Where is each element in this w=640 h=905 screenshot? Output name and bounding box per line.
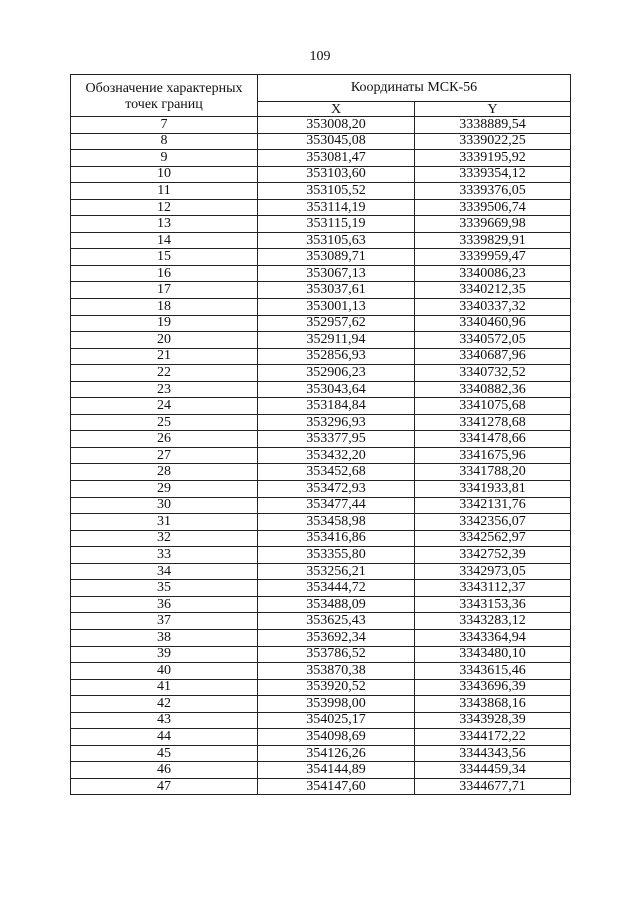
- point-id-cell: 10: [71, 166, 258, 183]
- point-id-cell: 43: [71, 712, 258, 729]
- x-cell: 354025,17: [258, 712, 415, 729]
- x-cell: 353444,72: [258, 580, 415, 597]
- y-cell: 3340732,52: [415, 365, 571, 382]
- table-row: [71, 663, 571, 680]
- y-cell: 3343283,12: [415, 613, 571, 630]
- x-cell: 353296,93: [258, 414, 415, 431]
- y-cell: 3339669,98: [415, 216, 571, 233]
- y-cell: 3339195,92: [415, 150, 571, 167]
- x-cell: 353472,93: [258, 481, 415, 498]
- y-cell: 3344677,71: [415, 778, 571, 795]
- point-id-cell: 41: [71, 679, 258, 696]
- x-cell: 354098,69: [258, 729, 415, 746]
- table-row: [71, 398, 571, 415]
- y-cell: 3340212,35: [415, 282, 571, 299]
- x-cell: 352911,94: [258, 332, 415, 349]
- x-cell: 353452,68: [258, 464, 415, 481]
- y-cell: 3340687,96: [415, 348, 571, 365]
- table-row: [71, 514, 571, 531]
- x-cell: 353067,13: [258, 265, 415, 282]
- y-cell: 3339959,47: [415, 249, 571, 266]
- point-id-cell: 35: [71, 580, 258, 597]
- y-cell: 3343696,39: [415, 679, 571, 696]
- point-id-cell: 23: [71, 381, 258, 398]
- x-cell: 353089,71: [258, 249, 415, 266]
- x-cell: 353692,34: [258, 629, 415, 646]
- y-cell: 3343364,94: [415, 629, 571, 646]
- point-id-cell: 37: [71, 613, 258, 630]
- x-cell: 353105,52: [258, 183, 415, 200]
- y-cell: 3341675,96: [415, 447, 571, 464]
- x-cell: 353103,60: [258, 166, 415, 183]
- point-id-cell: 45: [71, 745, 258, 762]
- point-id-cell: 15: [71, 249, 258, 266]
- point-id-cell: 18: [71, 299, 258, 316]
- x-cell: 353625,43: [258, 613, 415, 630]
- y-cell: 3341075,68: [415, 398, 571, 415]
- table-row: [71, 282, 571, 299]
- point-id-cell: 13: [71, 216, 258, 233]
- table-row: [71, 613, 571, 630]
- point-id-cell: 44: [71, 729, 258, 746]
- table-row: [71, 464, 571, 481]
- table-row: [71, 265, 571, 282]
- x-cell: 353920,52: [258, 679, 415, 696]
- y-cell: 3340460,96: [415, 315, 571, 332]
- y-cell: 3339376,05: [415, 183, 571, 200]
- table-row: [71, 414, 571, 431]
- y-cell: 3342131,76: [415, 497, 571, 514]
- page-number: 109: [309, 49, 331, 64]
- table-row: [71, 629, 571, 646]
- header-y: Y: [415, 102, 571, 117]
- table-row: [71, 762, 571, 779]
- table-row: [71, 183, 571, 200]
- x-cell: 353008,20: [258, 117, 415, 134]
- table-row: [71, 381, 571, 398]
- y-cell: 3343480,10: [415, 646, 571, 663]
- point-id-cell: 7: [71, 117, 258, 134]
- table-row: [71, 315, 571, 332]
- point-id-cell: 46: [71, 762, 258, 779]
- point-id-cell: 25: [71, 414, 258, 431]
- point-id-cell: 22: [71, 365, 258, 382]
- coordinates-table: [70, 74, 571, 795]
- y-cell: 3340337,32: [415, 299, 571, 316]
- y-cell: 3342752,39: [415, 547, 571, 564]
- point-id-cell: 17: [71, 282, 258, 299]
- point-id-cell: 33: [71, 547, 258, 564]
- x-cell: 353488,09: [258, 596, 415, 613]
- x-cell: 354144,89: [258, 762, 415, 779]
- y-cell: 3341278,68: [415, 414, 571, 431]
- point-id-cell: 11: [71, 183, 258, 200]
- table-row: [71, 679, 571, 696]
- x-cell: 354126,26: [258, 745, 415, 762]
- y-cell: 3339506,74: [415, 199, 571, 216]
- y-cell: 3344172,22: [415, 729, 571, 746]
- table-row: [71, 348, 571, 365]
- table-row: [71, 778, 571, 795]
- y-cell: 3342356,07: [415, 514, 571, 531]
- x-cell: 353458,98: [258, 514, 415, 531]
- y-cell: 3343112,37: [415, 580, 571, 597]
- y-cell: 3343153,36: [415, 596, 571, 613]
- table-row: [71, 696, 571, 713]
- table-row: [71, 150, 571, 167]
- x-cell: 352856,93: [258, 348, 415, 365]
- point-id-cell: 40: [71, 663, 258, 680]
- x-cell: 353115,19: [258, 216, 415, 233]
- x-cell: 354147,60: [258, 778, 415, 795]
- point-id-cell: 21: [71, 348, 258, 365]
- table-row: [71, 596, 571, 613]
- x-cell: 353043,64: [258, 381, 415, 398]
- table-row: [71, 646, 571, 663]
- table-row: [71, 481, 571, 498]
- point-id-cell: 19: [71, 315, 258, 332]
- point-id-cell: 14: [71, 232, 258, 249]
- point-id-cell: 39: [71, 646, 258, 663]
- table-header: [71, 75, 571, 117]
- header-x: X: [258, 102, 415, 117]
- point-id-cell: 32: [71, 530, 258, 547]
- x-cell: 352906,23: [258, 365, 415, 382]
- point-id-cell: 24: [71, 398, 258, 415]
- table-row: [71, 299, 571, 316]
- x-cell: 353114,19: [258, 199, 415, 216]
- x-cell: 353256,21: [258, 563, 415, 580]
- header-points: Обозначение характерных точек границ: [71, 75, 258, 117]
- y-cell: 3339354,12: [415, 166, 571, 183]
- x-cell: 353001,13: [258, 299, 415, 316]
- x-cell: 353355,80: [258, 547, 415, 564]
- x-cell: 353998,00: [258, 696, 415, 713]
- table-row: [71, 530, 571, 547]
- header-coordinates: Координаты МСК-56: [258, 75, 571, 102]
- x-cell: 353786,52: [258, 646, 415, 663]
- y-cell: 3339829,91: [415, 232, 571, 249]
- table-row: [71, 365, 571, 382]
- y-cell: 3343615,46: [415, 663, 571, 680]
- y-cell: 3339022,25: [415, 133, 571, 150]
- x-cell: 352957,62: [258, 315, 415, 332]
- table-row: [71, 712, 571, 729]
- point-id-cell: 31: [71, 514, 258, 531]
- table-row: [71, 166, 571, 183]
- y-cell: 3343868,16: [415, 696, 571, 713]
- y-cell: 3343928,39: [415, 712, 571, 729]
- y-cell: 3341933,81: [415, 481, 571, 498]
- x-cell: 353037,61: [258, 282, 415, 299]
- table-row: [71, 232, 571, 249]
- table-row: [71, 563, 571, 580]
- table-row: [71, 332, 571, 349]
- x-cell: 353105,63: [258, 232, 415, 249]
- point-id-cell: 16: [71, 265, 258, 282]
- table-row: [71, 249, 571, 266]
- point-id-cell: 42: [71, 696, 258, 713]
- point-id-cell: 12: [71, 199, 258, 216]
- x-cell: 353432,20: [258, 447, 415, 464]
- point-id-cell: 28: [71, 464, 258, 481]
- table-row: [71, 133, 571, 150]
- table-row: [71, 216, 571, 233]
- table-row: [71, 117, 571, 134]
- y-cell: 3342562,97: [415, 530, 571, 547]
- table-row: [71, 547, 571, 564]
- point-id-cell: 47: [71, 778, 258, 795]
- table-row: [71, 447, 571, 464]
- table-row: [71, 199, 571, 216]
- point-id-cell: 38: [71, 629, 258, 646]
- y-cell: 3341478,66: [415, 431, 571, 448]
- point-id-cell: 30: [71, 497, 258, 514]
- y-cell: 3340572,05: [415, 332, 571, 349]
- point-id-cell: 8: [71, 133, 258, 150]
- table-body: [71, 117, 571, 795]
- x-cell: 353081,47: [258, 150, 415, 167]
- y-cell: 3340882,36: [415, 381, 571, 398]
- point-id-cell: 34: [71, 563, 258, 580]
- y-cell: 3344343,56: [415, 745, 571, 762]
- x-cell: 353184,84: [258, 398, 415, 415]
- point-id-cell: 9: [71, 150, 258, 167]
- point-id-cell: 36: [71, 596, 258, 613]
- y-cell: 3344459,34: [415, 762, 571, 779]
- point-id-cell: 29: [71, 481, 258, 498]
- x-cell: 353416,86: [258, 530, 415, 547]
- table-row: [71, 580, 571, 597]
- x-cell: 353045,08: [258, 133, 415, 150]
- x-cell: 353477,44: [258, 497, 415, 514]
- table-row: [71, 431, 571, 448]
- point-id-cell: 26: [71, 431, 258, 448]
- y-cell: 3338889,54: [415, 117, 571, 134]
- y-cell: 3341788,20: [415, 464, 571, 481]
- table-row: [71, 729, 571, 746]
- point-id-cell: 20: [71, 332, 258, 349]
- x-cell: 353870,38: [258, 663, 415, 680]
- x-cell: 353377,95: [258, 431, 415, 448]
- y-cell: 3340086,23: [415, 265, 571, 282]
- point-id-cell: 27: [71, 447, 258, 464]
- table-row: [71, 745, 571, 762]
- y-cell: 3342973,05: [415, 563, 571, 580]
- table-row: [71, 497, 571, 514]
